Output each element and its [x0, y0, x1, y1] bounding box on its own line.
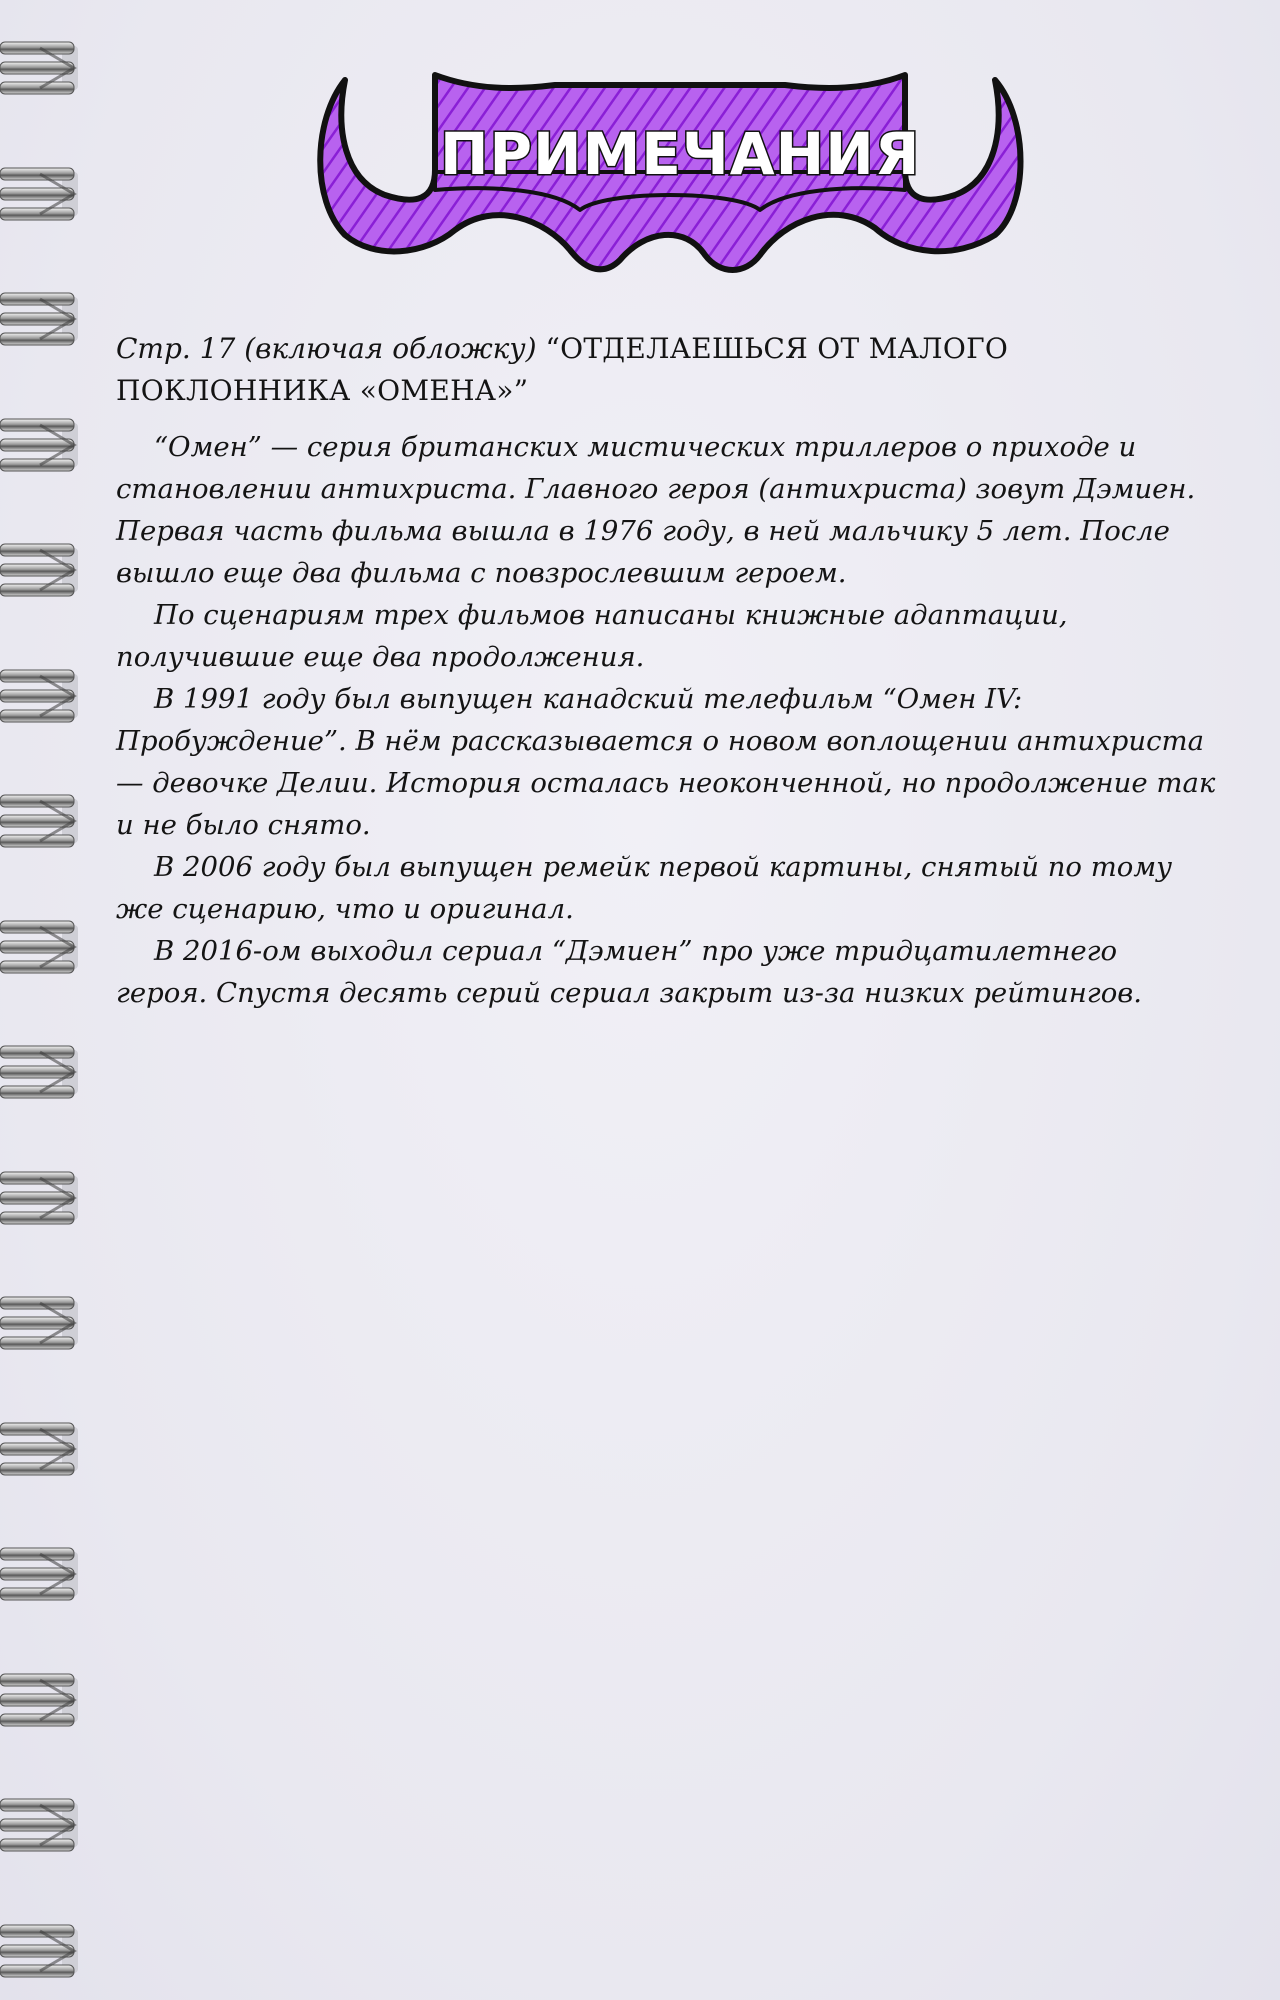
- spiral-ring-icon: [0, 664, 82, 726]
- spiral-ring-icon: [0, 1417, 82, 1479]
- spiral-ring-icon: [0, 413, 82, 475]
- spiral-ring-icon: [0, 1668, 82, 1730]
- spiral-ring-icon: [0, 1919, 82, 1981]
- spiral-ring-icon: [0, 287, 82, 349]
- note-heading: [116, 328, 1216, 412]
- spiral-ring-icon: [0, 36, 82, 98]
- spiral-ring-icon: [0, 1542, 82, 1604]
- note-paragraph: В 1991 году был выпущен канадский телефильм “Омен IV: Пробуждение”. В нём рассказывается о новом воплощении антихриста — девочке Делии. История осталась неоконченной, но продолжение так и не было снято.: [116, 683, 1216, 841]
- note-paragraph: В 2006 году был выпущен ремейк первой картины, снятый по тому же сценарию, что и оригинал.: [116, 851, 1173, 925]
- note-heading-title: “ОТДЕЛАЕШЬСЯ ОТ МАЛОГО ПОКЛОННИКА «ОМЕНА»”: [116, 332, 1009, 407]
- note-paragraph: В 2016-ом выходил сериал “Дэмиен” про уже тридцатилетнего героя. Спустя десять серий сериал закрыт из-за низких рейтингов.: [116, 935, 1143, 1009]
- spiral-ring-icon: [0, 1793, 82, 1855]
- spiral-ring-icon: [0, 1166, 82, 1228]
- banner-title: ПРИМЕЧАНИЯ: [440, 120, 921, 188]
- note-heading-prefix: Стр. 17 (включая обложку): [116, 332, 546, 365]
- spiral-ring-icon: [0, 1291, 82, 1353]
- notes-banner: [305, 50, 1035, 275]
- spiral-binding: [0, 0, 90, 2000]
- notes-content: [116, 328, 1216, 1014]
- note-paragraph: По сценариям трех фильмов написаны книжные адаптации, получившие еще два продолжения.: [116, 599, 1068, 673]
- spiral-ring-icon: [0, 915, 82, 977]
- spiral-ring-icon: [0, 1040, 82, 1102]
- note-paragraph: “Омен” — серия британских мистических триллеров о приходе и становлении антихриста. Главного героя (антихриста) зовут Дэмиен. Первая часть фильма вышла в 1976 году, в ней мальчику 5 лет. После вышло еще два фильма с повзрослевшим героем.: [116, 431, 1196, 589]
- spiral-ring-icon: [0, 538, 82, 600]
- spiral-ring-icon: [0, 162, 82, 224]
- spiral-ring-icon: [0, 789, 82, 851]
